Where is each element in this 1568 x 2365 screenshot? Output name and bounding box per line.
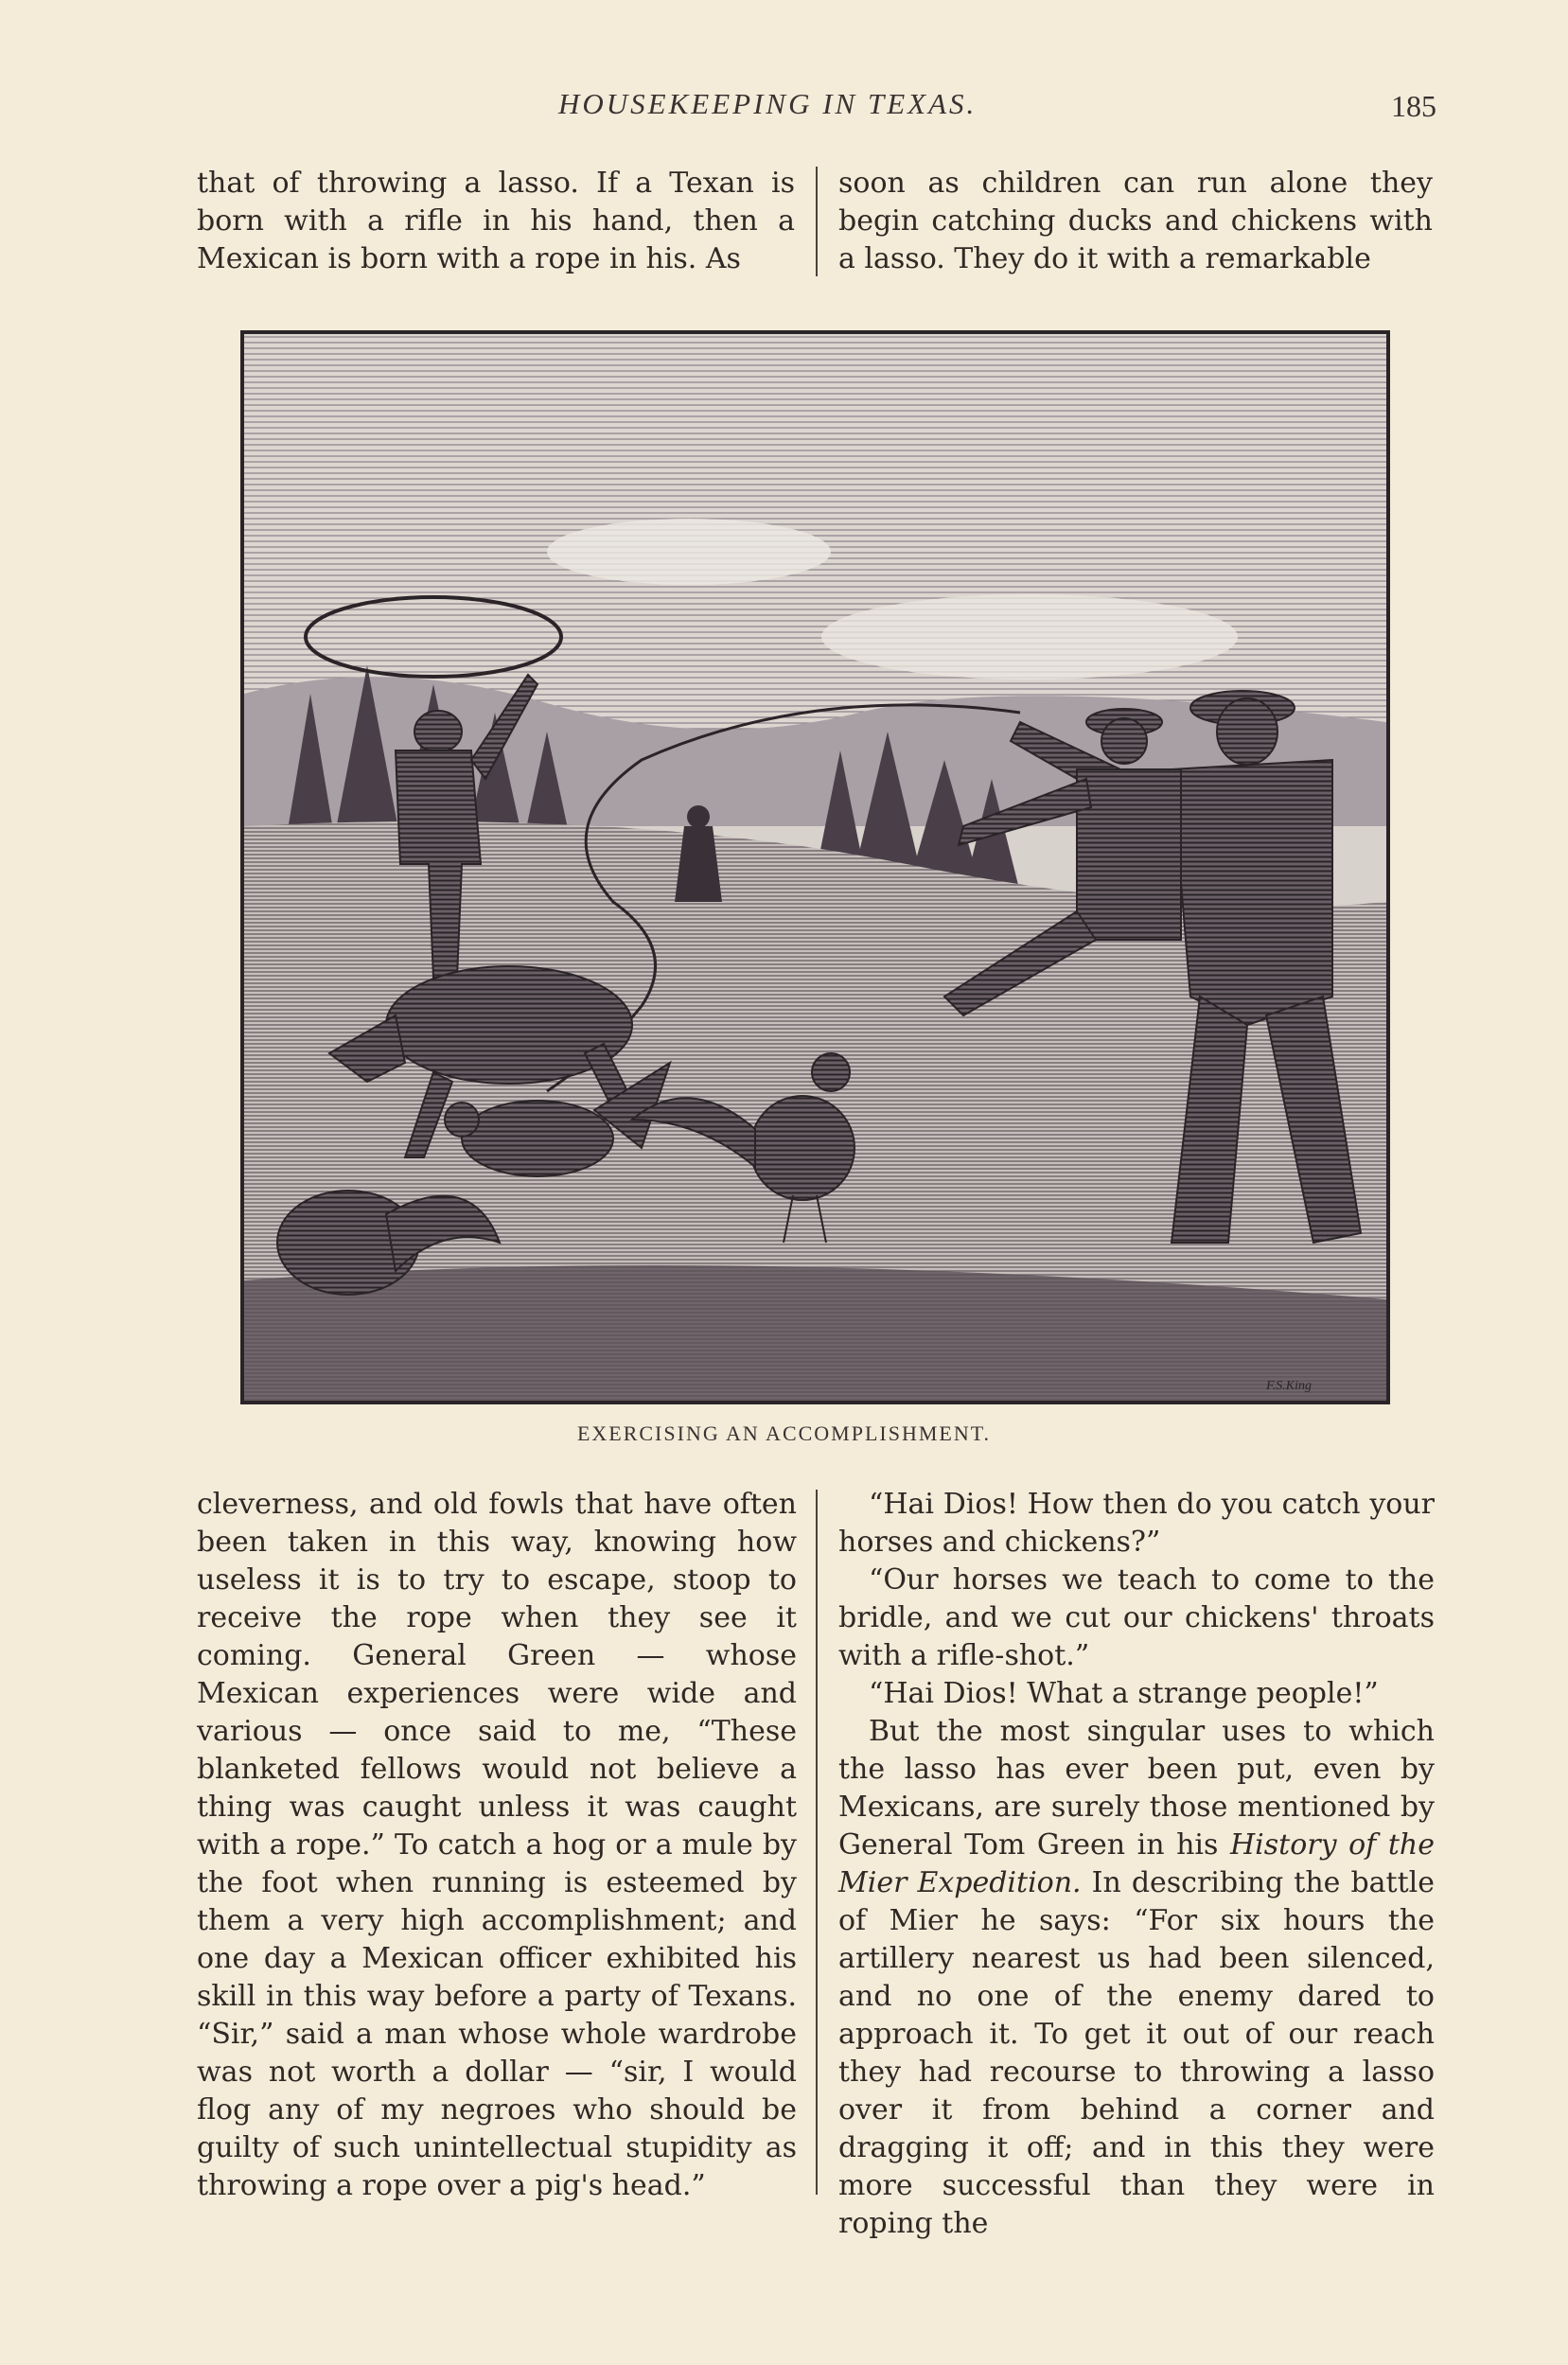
column-divider-bottom: [816, 1490, 818, 2195]
top-left-text: that of throwing a lasso. If a Texan is born with a rifle in his hand, then a Mexican is born with a rope in his. As: [197, 167, 795, 275]
cloud: [547, 519, 831, 585]
bottom-left-column: [197, 1486, 797, 2205]
cloud: [821, 594, 1238, 679]
dialogue-paragraph-2: “Our horses we teach to come to the bridle, and we cut our chickens' throats with a rifle-shot.”: [838, 1563, 1435, 1672]
narrative-start: But the most singular uses to which the lasso has ever been put, even by Mexicans, are surely those mentioned by General Tom Green in his: [838, 1715, 1435, 1862]
narrative-end: In describing the battle of Mier he says: “For six hours the artillery nearest us had been silenced, and no one of the enemy dared to approach it. To get it out of our reach they had recourse to throwing a lasso over it from behind a corner and dragging it off; and in this they were more successful than they were in roping the: [838, 1866, 1435, 2240]
running-head: HOUSEKEEPING IN TEXAS.: [558, 87, 978, 120]
narrative-paragraph: [838, 1713, 1435, 2243]
bottom-left-paragraph: cleverness, and old fowls that have often been taken in this way, knowing how useless it is to try to escape, stoop to receive the rope when they see it coming. General Green — whose Mexican experiences were wide and various — once said to me, “These blanketed fellows would not believe a thing was caught unless it was caught with a rope.” To catch a hog or a mule by the foot when running is esteemed by them a very high accomplishment; and one day a Mexican officer exhibited his skill in this way before a party of Texans. “Sir,” said a man whose whole wardrobe was not worth a dollar — “sir, I would flog any of my negroes who should be guilty of such unintellectual stupidity as throwing a rope over a pig's head.”: [197, 1488, 797, 2202]
page-number: 185: [1391, 89, 1436, 123]
column-divider-top: [816, 167, 818, 276]
dialogue-paragraph-1: “Hai Dios! How then do you catch your horses and chickens?”: [838, 1488, 1435, 1559]
top-right-column: [838, 165, 1433, 278]
bottom-right-column: [838, 1486, 1435, 2243]
engraver-signature: F.S.King: [1266, 1379, 1312, 1393]
figure-caption: EXERCISING AN ACCOMPLISHMENT.: [576, 1421, 992, 1445]
engraving-image: [244, 334, 1386, 1401]
top-left-column: [197, 165, 795, 278]
page-header: [0, 87, 1568, 134]
top-right-text: soon as children can run alone they begin catching ducks and chickens with a lasso. They do it with a remarkable: [838, 167, 1433, 275]
dialogue-paragraph-3: “Hai Dios! What a strange people!”: [869, 1677, 1379, 1710]
book-title: History of the Mier Expedition.: [838, 1828, 1435, 1899]
engraving-illustration: [240, 330, 1390, 1404]
